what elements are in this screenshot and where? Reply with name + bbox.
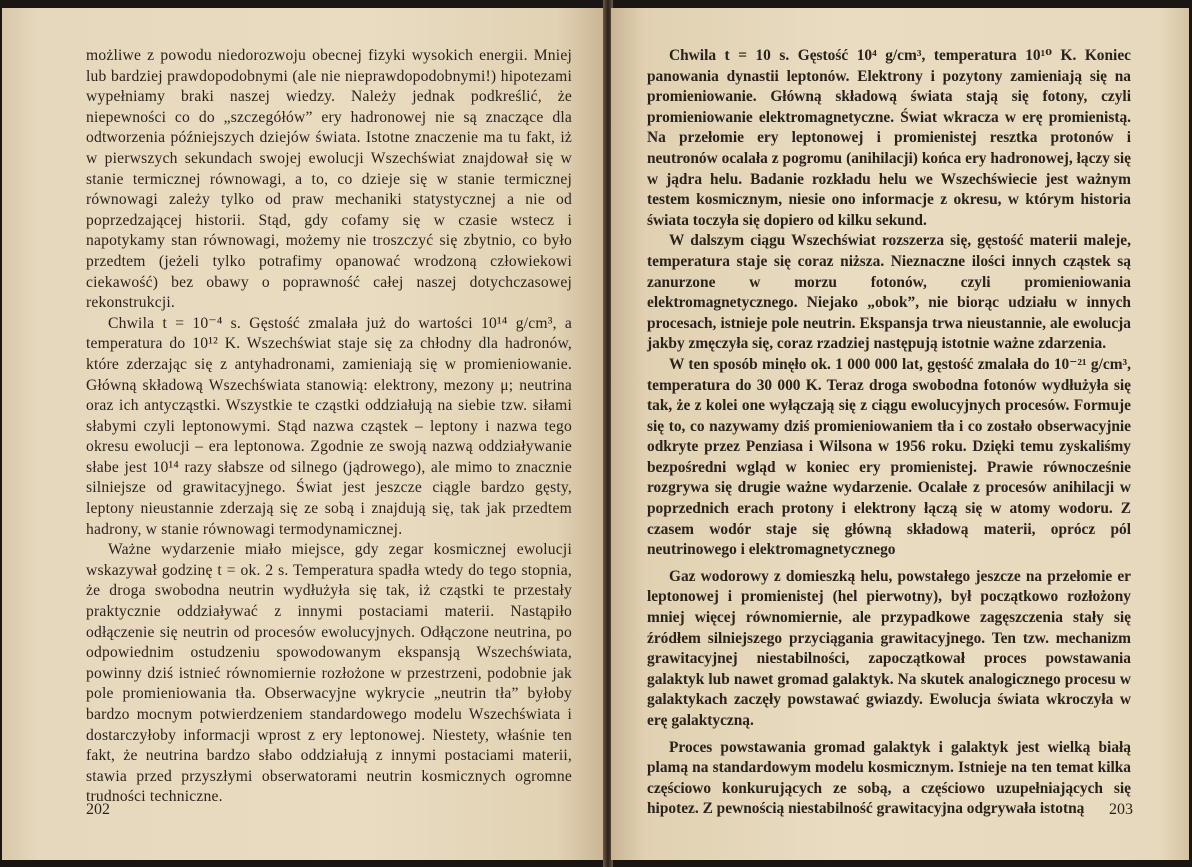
right-page [611,8,1189,860]
paragraph: Chwila t = 10⁻⁴ s. Gęstość zmalała już do wartości 10¹⁴ g/cm³, a temperatura do 10¹² K. Wszechświat staje się za chłodny dla hadronów, które zderzając się z antyhadronami, zamieniają się w promieniowanie. Główną składową Wszechświata stanowią: elektrony, mezony μ; neutrina oraz ich antycząstki. Wszystkie te cząstki oddziałują na siebie tzw. siłami słabymi czyli leptonowymi. Stąd nazwa cząstek – leptony i nazwa tego okresu ewolucji – era leptonowa. Zgodnie ze swoją nazwą oddziaływanie słabe jest 10¹⁴ razy słabsze od silnego (jądrowego), ale mimo to znacznie silniejsze od grawitacyjnego. Świat jest jeszcze ciągle bardzo gęsty, leptony nieustannie zderzają się ze sobą i znajdują się, tak jak przedtem hadrony, w stanie równowagi termodynamicznej. [86,314,572,538]
paragraph: Chwila t = 10 s. Gęstość 10⁴ g/cm³, temperatura 10¹⁰ K. Koniec panowania dynastii leptonów. Elektrony i pozytony zamieniają się na promieniowanie. Główną składową świata stają się fotony, czyli promieniowanie elektromagnetyczne. Świat wkracza w erę promienistą. Na przełomie ery leptonowej i promienistej resztka protonów i neutronów ocalała z pogromu (anihilacji) końca ery hadronowej, łączy się w jądra helu. Badanie rozkładu helu we Wszechświecie jest ważnym testem kosmicznym, niesie ono informacje z okresu, w którym historia świata toczyła się dopiero od kilku sekund. [647,47,1131,229]
paragraph: Gaz wodorowy z domieszką helu, powstałego jeszcze na przełomie er leptonowej i promienistej (hel pierwotny), był początkowo rozłożony mniej więcej równomiernie, ale przypadkowe zagęszczenia stały się źródłem silniejszego przyciągania grawitacyjnego. Ten tzw. mechanizm grawitacyjnej niestabilności, zapoczątkował proces powstawania galaktyk lub nawet gromad galaktyk. Na skutek analogicznego procesu w galaktykach zaczęły powstawać gwiazdy. Ewolucja świata wkroczyła w erę galaktyczną. [647,567,1131,729]
right-page-text [647,46,1131,820]
paragraph: możliwe z powodu niedorozwoju obecnej fizyki wysokich energii. Mniej lub bardziej prawdopodobnymi (ale nie nieprawdopodobnymi!) hipotezami wypełniamy braki naszej wiedzy. Należy jednak podkreślić, że niepewności co do „szczegółów” ery hadronowej nie są znaczące dla odtworzenia późniejszych dziejów świata. Istotne znaczenie ma tu fakt, iż w pierwszych sekundach swojej ewolucji Wszechświat znajdował się w stanie termicznej równowagi, a to, co dzieje się w stanie termicznej równowagi zależy tylko od praw mechaniki statystycznej a nie od poprzedzającej historii. Stąd, gdy cofamy się w czasie wstecz i napotykamy stan równowagi, możemy nie troszczyć się zbytnio, co było przedtem (jeżeli tylko potrafimy opanować wrodzoną człowiekowi ciekawość) bez obawy o poprawność całej naszej dotychczasowej rekonstrukcji. [86,47,572,312]
paragraph: W ten sposób minęło ok. 1 000 000 lat, gęstość zmalała do 10⁻²¹ g/cm³, temperatura do 30 000 K. Teraz droga swobodna fotonów wydłużyła się tak, że z kolei one wyłączają się z ciągu ewolucyjnych procesów. Formuje się to, co nazywamy dziś promieniowaniem tła i co zostało obserwacyjnie odkryte przez Penziasa i Wilsona w 1956 roku. Dzięki temu zyskaliśmy bezpośredni wgląd w koniec ery promienistej. Prawie równocześnie rozgrywa się drugie ważne wydarzenie. Ocalałe z procesów anihilacji w poprzednich erach protony i elektrony łączą się w atomy wodoru. Z czasem wodór staje się główną składową materii, oprócz pól neutrinowego i elektromagnetycznego [647,355,1131,559]
paragraph: Proces powstawania gromad galaktyk i galaktyk jest wielką białą plamą na standardowym modelu kosmicznym. Istnieje na ten temat kilka częściowo konkurujących ze sobą, a częściowo uzupełniających się hipotez. Z pewnością niestabilność grawitacyjna odgrywała istotną [647,738,1131,818]
left-page [2,8,605,860]
page-number: 202 [86,801,110,818]
page-number: 203 [1109,801,1133,818]
left-page-text [86,46,572,808]
paragraph: Ważne wydarzenie miało miejsce, gdy zegar kosmicznej ewolucji wskazywał godzinę t = ok. 2 s. Temperatura spadła wtedy do tego stopnia, że droga swobodna neutrin wydłużyła się tak, iż cząstki te przestały praktycznie oddziaływać z innymi postaciami materii. Nastąpiło odłączenie się neutrin od procesów ewolucyjnych. Odłączone neutrina, po odpowiednim ostudzeniu spowodowanym ekspansją Wszechświata, powinny dziś istnieć równomiernie rozłożone w przestrzeni, podobnie jak pole promieniowania tła. Obserwacyjne wykrycie „neutrin tła” byłoby bardzo mocnym potwierdzeniem standardowego modelu Wszechświata i dostarczyłoby informacji wprost z ery leptonowej. Niestety, właśnie ten fakt, że neutrina bardzo słabo oddziałują z innymi postaciami materii, stawia przed przyszłymi obserwatorami neutrin kosmicznych ogromne trudności techniczne. [86,541,572,806]
paragraph: W dalszym ciągu Wszechświat rozszerza się, gęstość materii maleje, temperatura staje się coraz niższa. Nieznaczne ilości innych cząstek są zanurzone w morzu fotonów, czyli promieniowania elektromagnetycznego. Niejako „obok”, nie biorąc udziału w innych procesach, istnieje pole neutrin. Ekspansja trwa nieustannie, ale ewolucja jakby zmęczyła się, coraz rzadziej następują istotnie ważne zdarzenia. [647,232,1131,353]
